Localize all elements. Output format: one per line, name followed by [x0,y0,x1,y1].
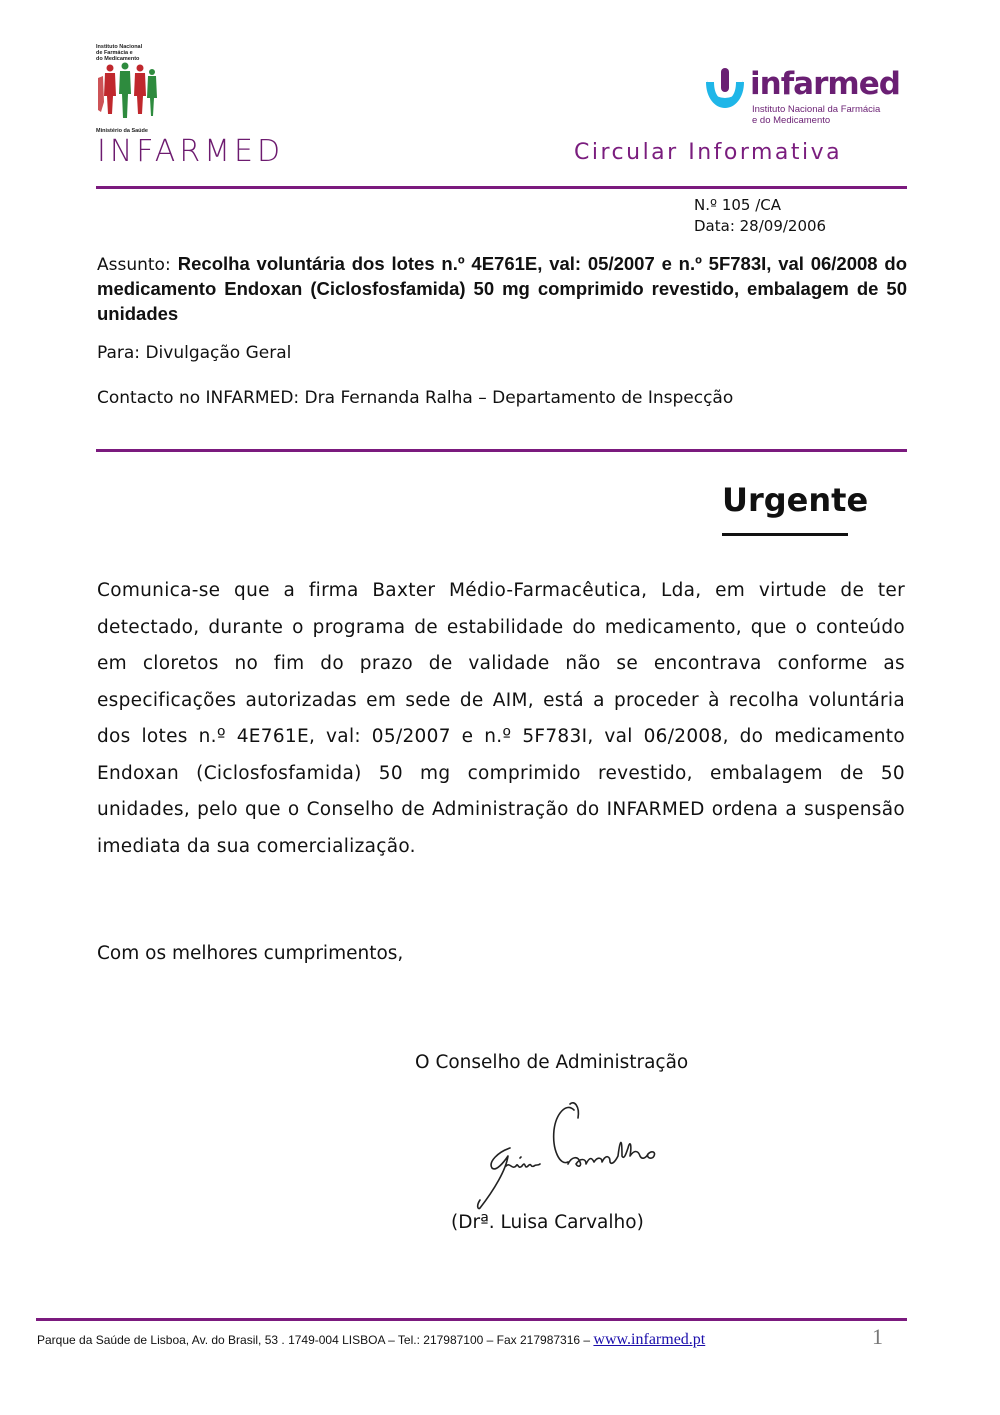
ministry-logo [96,44,158,136]
ministry-logo-line-2: de Farmácia e [96,50,133,56]
infarmed-logo-sub-line-2: e do Medicamento [752,115,831,126]
council-name: O Conselho de Administração [415,1052,689,1073]
page-number: 1 [872,1324,883,1349]
infarmed-logo-subtitle [752,104,880,126]
closing-line: Com os melhores cumprimentos, [97,943,404,964]
website-link[interactable]: www.infarmed.pt [593,1331,706,1348]
recipients: Para: Divulgação Geral [97,343,292,363]
signer-name: (Drª. Luisa Carvalho) [451,1212,644,1233]
circular-date: Data: 28/09/2006 [694,217,827,235]
header-divider [96,186,907,189]
body-paragraph: Comunica-se que a firma Baxter Médio-Farmacêutica, Lda, em virtude de ter detectado, durante o programa de estabilidade do medicamento, que o conteúdo em cloretos no fim do prazo de validade não se encontrava conforme as especificações autorizadas em sede de AIM, está a proceder à recolha voluntária dos lotes n.º 4E761E, val: 05/2007 e n.º 5F783I, val 06/2008, do medicamento Endoxan (Ciclosfosfamida) 50 mg comprimido revestido, embalagem de 50 unidades, pelo que o Conselho de Administração do INFARMED ordena a suspensão imediata da sua comercialização. [97,580,905,857]
footer-divider [36,1318,907,1321]
subject-label: Assunto: [97,255,171,275]
urgent-underline [722,533,848,536]
section-divider [96,449,907,452]
footer-address [37,1331,705,1349]
footer-address-text: Parque da Saúde de Lisboa, Av. do Brasil, 53 . 1749-004 LISBOA – Tel.: 217987100 – Fax 217987316 – [37,1333,594,1347]
contact: Contacto no INFARMED: Dra Fernanda Ralha – Departamento de Inspecção [97,388,734,408]
infarmed-logo-word: infarmed [750,66,900,102]
infarmed-logo-icon [703,68,747,112]
document-type: Circular Informativa [574,140,843,165]
infarmed-logo-sub-line-1: Instituto Nacional da Farmácia [752,104,881,115]
handwritten-signature [470,1100,670,1215]
urgent-heading: Urgente [722,481,869,519]
brand-left: INFARMED [97,134,285,169]
ministry-logo-line-3: do Medicamento [96,56,140,62]
ministry-logo-line-1: Instituto Nacional [96,44,143,50]
ministry-figures-icon [96,62,158,128]
subject-block [97,252,907,327]
ministry-name: Ministério da Saúde [96,128,148,134]
subject-text: Recolha voluntária dos lotes n.º 4E761E, val: 05/2007 e n.º 5F783I, val 06/2008 do medicamento Endoxan (Ciclosfosfamida) 50 mg comprimido revestido, embalagem de 50 unidades [97,253,907,324]
circular-number: N.º 105 /CA [694,196,782,214]
